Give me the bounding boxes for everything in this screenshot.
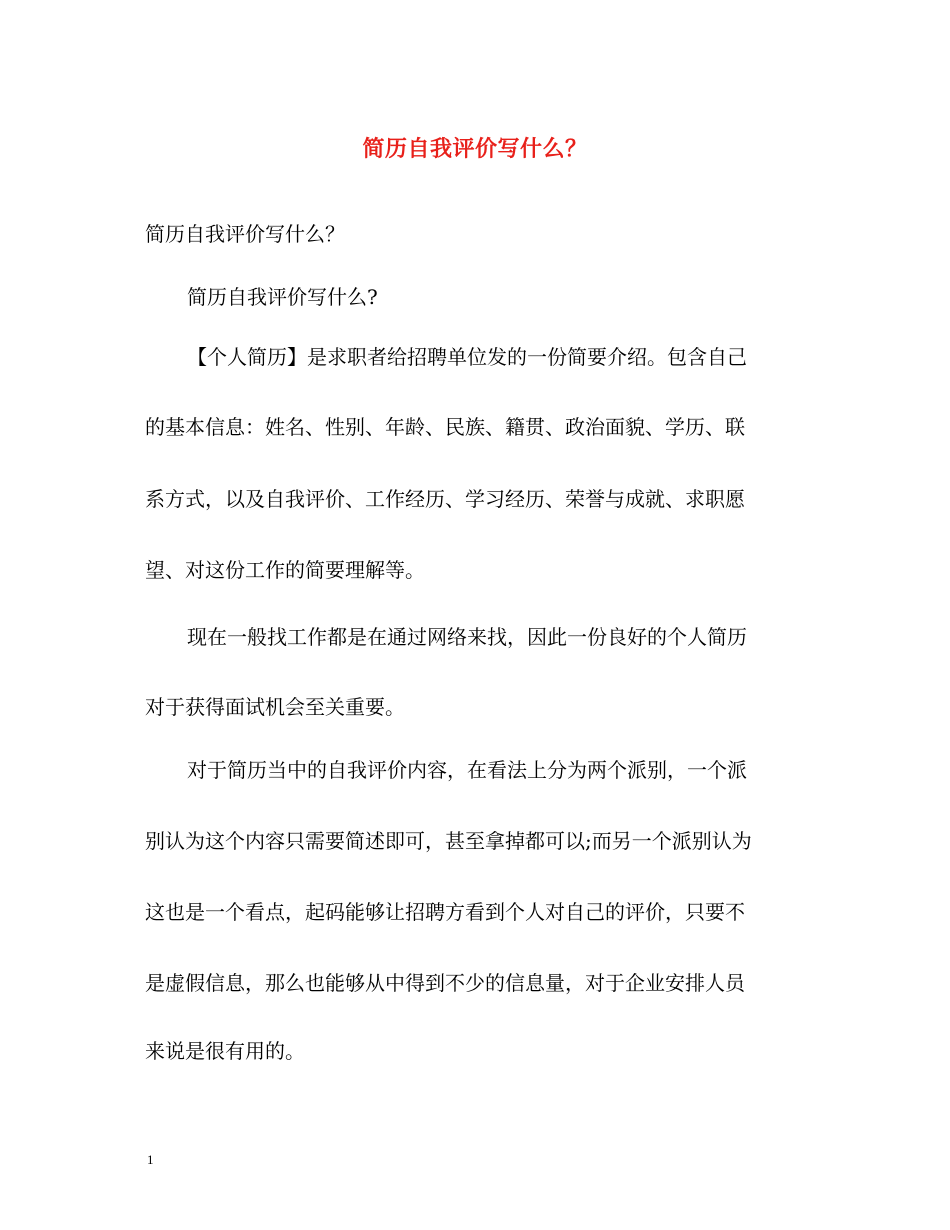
paragraph-2-line-2: 对于获得面试机会至关重要。 — [145, 695, 405, 719]
paragraph-1-line-1: 【个人简历】是求职者给招聘单位发的一份简要介绍。包含自己 — [187, 345, 747, 369]
paragraph-3-line-3: 这也是一个看点，起码能够让招聘方看到个人对自己的评价，只要不 — [145, 900, 745, 924]
paragraph-3-line-4: 是虚假信息，那么也能够从中得到不少的信息量，对于企业安排人员 — [145, 971, 745, 995]
paragraph-2-line-1: 现在一般找工作都是在通过网络来找，因此一份良好的个人简历 — [187, 625, 747, 649]
paragraph-3-line-1: 对于简历当中的自我评价内容，在看法上分为两个派别，一个派 — [187, 758, 747, 782]
paragraph-1-line-4: 望、对这份工作的简要理解等。 — [145, 558, 425, 582]
paragraph-3-line-5: 来说是很有用的。 — [145, 1039, 305, 1063]
document-title: 简历自我评价写什么？ — [362, 136, 588, 162]
document-heading: 简历自我评价写什么？ — [145, 222, 345, 246]
document-subheading: 简历自我评价写什么? — [187, 285, 378, 309]
paragraph-3-line-2: 别认为这个内容只需要简述即可，甚至拿掉都可以;而另一个派别认为 — [145, 829, 752, 853]
paragraph-1-line-2: 的基本信息：姓名、性别、年龄、民族、籍贯、政治面貌、学历、联 — [145, 415, 745, 439]
page-number: 1 — [147, 1152, 154, 1167]
paragraph-1-line-3: 系方式，以及自我评价、工作经历、学习经历、荣誉与成就、求职愿 — [145, 487, 745, 511]
